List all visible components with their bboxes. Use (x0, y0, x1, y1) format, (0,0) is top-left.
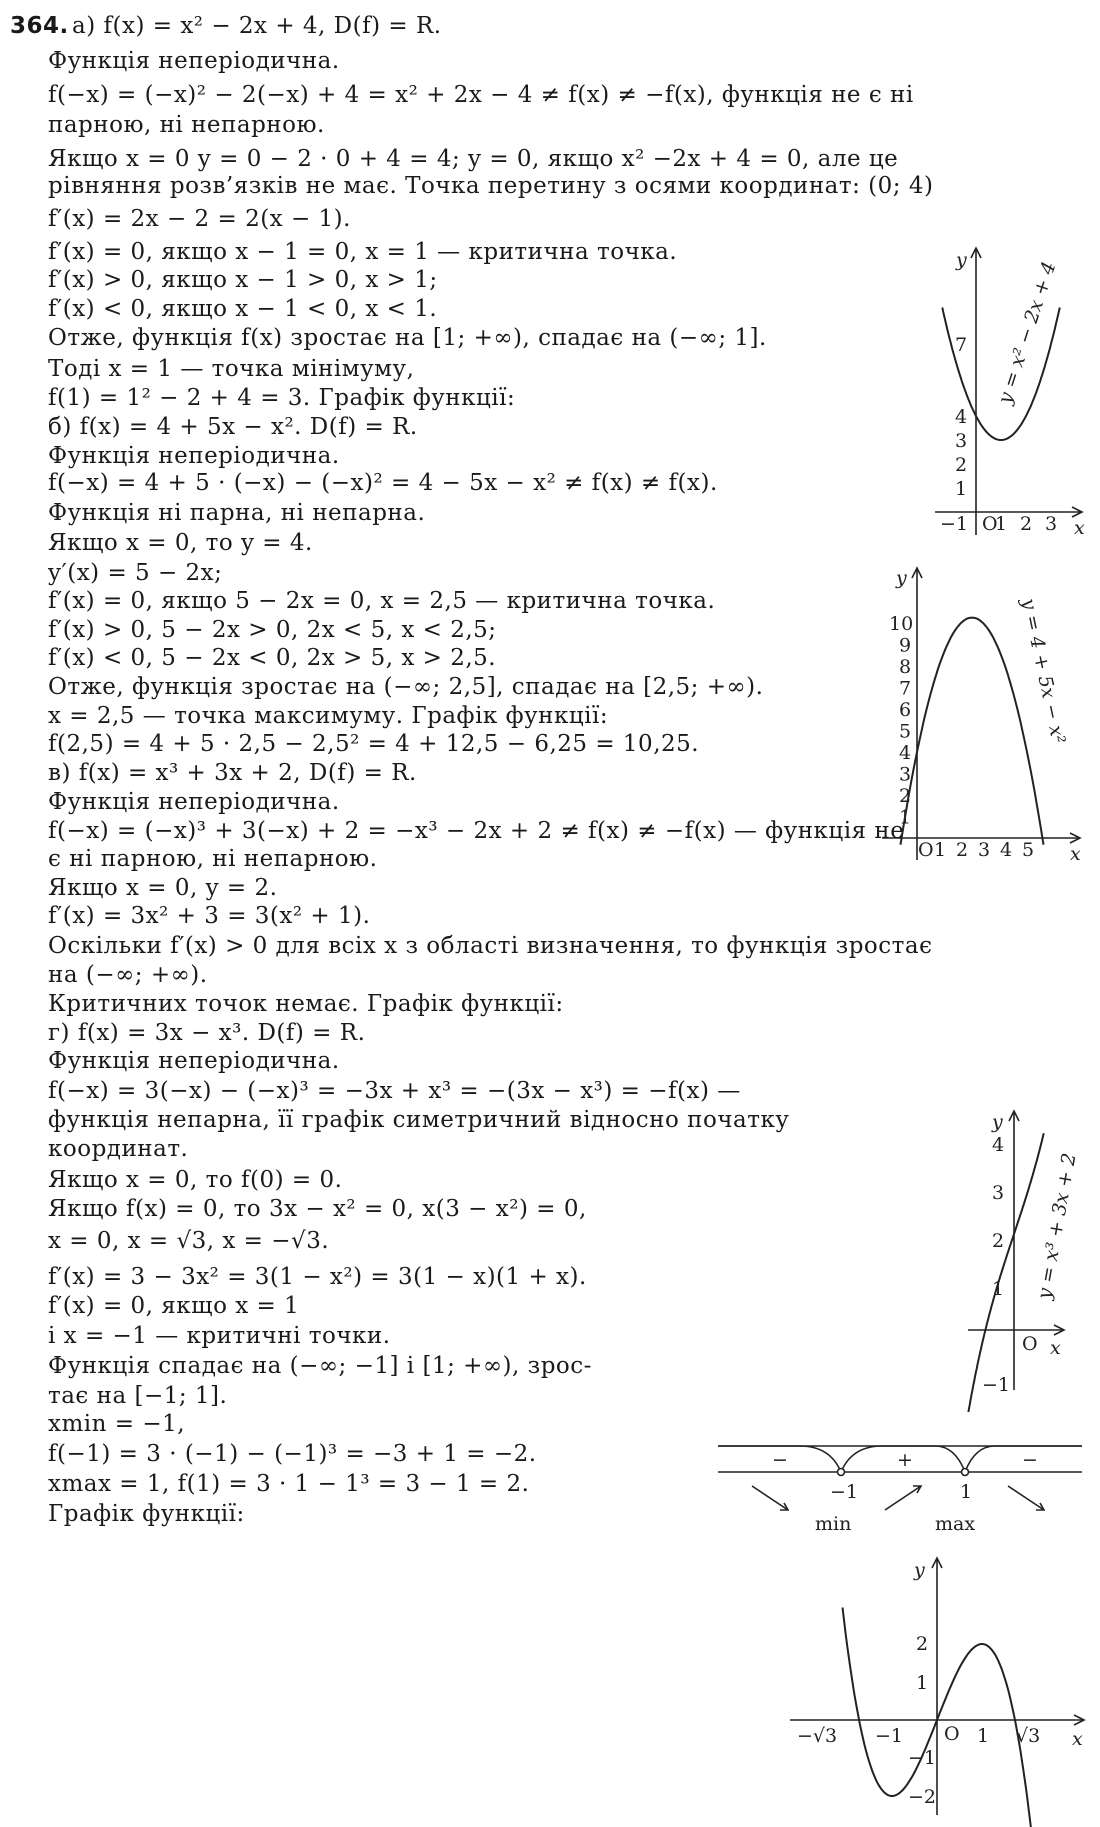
sign-minus-left: − (772, 1449, 788, 1471)
graph-b-origin: O (918, 839, 934, 861)
graph-a-xtick: 3 (1045, 513, 1058, 535)
graph-a-x-label: x (1074, 517, 1085, 539)
graph-a-ytick: 2 (955, 454, 968, 476)
text-line: f(2,5) = 4 + 5 · 2,5 − 2,5² = 4 + 12,5 − 6,25 = 10,25. (48, 731, 700, 757)
text-line: f(−x) = (−x)³ + 3(−x) + 2 = −x³ − 2x + 2 ≠ f(x) ≠ −f(x) — функція не (48, 818, 905, 844)
text-line: x = 0, x = √3, x = −√3. (48, 1228, 330, 1254)
graph-b-xtick: 1 (934, 839, 947, 861)
text-line: Функція неперіодична. (48, 443, 340, 469)
text-line: Функція неперіодична. (48, 789, 340, 815)
text-line: Отже, функція зростає на (−∞; 2,5], спадає на [2,5; +∞). (48, 674, 764, 700)
sign-minus-right: − (1022, 1449, 1038, 1471)
graph-d-ytick: 1 (916, 1672, 929, 1694)
graph-c (968, 1111, 1081, 1412)
text-line: тає на [−1; 1]. (48, 1383, 228, 1409)
graph-d-x-label: x (1072, 1728, 1083, 1750)
graph-c-y-label: y (992, 1111, 1003, 1133)
text-line: Отже, функція f(x) зростає на [1; +∞), спадає на (−∞; 1]. (48, 325, 767, 351)
graph-d-ytick: 2 (916, 1633, 929, 1655)
text-line: б) f(x) = 4 + 5x − x². D(f) = R. (48, 414, 418, 440)
text-line: f′(x) = 0, якщо 5 − 2x = 0, x = 2,5 — критична точка. (48, 588, 716, 614)
graph-c-curve (968, 1133, 1043, 1412)
graph-a-ytick: 7 (955, 334, 968, 356)
sign-min-label: min (815, 1513, 852, 1535)
graph-d-xtick: −1 (875, 1725, 904, 1747)
graph-b-curve-label: y = 4 + 5x − x² (1017, 596, 1070, 746)
text-line: f′(x) = 0, якщо x − 1 = 0, x = 1 — критична точка. (48, 239, 678, 265)
text-line: Функція неперіодична. (48, 48, 340, 74)
text-line: f′(x) = 3 − 3x² = 3(1 − x²) = 3(1 − x)(1 + x). (48, 1264, 587, 1290)
text-line: функція непарна, її графік симетричний відносно початку (48, 1107, 790, 1133)
text-line: y′(x) = 5 − 2x; (48, 560, 223, 586)
text-line: Якщо x = 0, то y = 4. (48, 530, 313, 556)
graph-a-xtick: −1 (940, 513, 969, 535)
graph-c-curve-label: y = x³ + 3x + 2 (1033, 1151, 1081, 1301)
graph-c-ytick: −1 (982, 1374, 1011, 1396)
problem-number: 364. (10, 13, 69, 39)
text-line: f′(x) = 2x − 2 = 2(x − 1). (48, 206, 351, 232)
text-line: Тоді x = 1 — точка мінімуму, (48, 356, 415, 382)
text-line: x = 2,5 — точка максимуму. Графік функції: (48, 703, 609, 729)
text-line: Функція спадає на (−∞; −1] і [1; +∞), зрос- (48, 1353, 592, 1379)
text-line: Якщо f(x) = 0, то 3x − x² = 0, x(3 − x²) = 0, (48, 1196, 587, 1222)
text-line: координат. (48, 1136, 189, 1162)
graph-d-ytick: −2 (908, 1786, 937, 1808)
text-line: в) f(x) = x³ + 3x + 2, D(f) = R. (48, 760, 417, 786)
graph-a-y-label: y (956, 249, 967, 271)
graph-b-ytick: 2 (899, 785, 912, 807)
text-line: f(−x) = 3(−x) − (−x)³ = −3x + x³ = −(3x − x³) = −f(x) — (48, 1078, 741, 1104)
sign-chart-point (838, 1469, 845, 1476)
text-line: xmin = −1, (48, 1411, 186, 1437)
sign-chart-point (962, 1469, 969, 1476)
graph-a-ytick: 1 (955, 478, 968, 500)
text-line: f(1) = 1² − 2 + 4 = 3. Графік функції: (48, 385, 516, 411)
sign-plus: + (897, 1449, 913, 1471)
graph-c-ytick: 2 (992, 1230, 1005, 1252)
text-line: f(−x) = (−x)² − 2(−x) + 4 = x² + 2x − 4 ≠ f(x) ≠ −f(x), функція не є ні (48, 82, 914, 108)
arrow-down-left (752, 1486, 788, 1510)
graph-b-ytick: 1 (899, 806, 912, 829)
graph-b-xtick: 2 (956, 839, 969, 861)
graph-b-ytick: 5 (899, 720, 912, 743)
graph-b-ytick: 10 (889, 613, 914, 635)
graph-b (882, 567, 1081, 865)
text-line: f(−x) = 4 + 5 · (−x) − (−x)² = 4 − 5x − x² ≠ f(x) ≠ f(x). (48, 470, 718, 496)
graph-c-ytick: 4 (992, 1134, 1005, 1156)
graph-a-ytick: 4 (955, 406, 968, 428)
text-line: і x = −1 — критичні точки. (48, 1323, 391, 1349)
sign-chart (718, 1446, 1082, 1535)
graph-b-ytick: 3 (899, 763, 912, 786)
text-line: xmax = 1, f(1) = 3 · 1 − 1³ = 3 − 1 = 2. (48, 1471, 530, 1497)
graph-a-curve-label: y = x² − 2x + 4 (993, 259, 1061, 407)
graph-a-ytick: 3 (955, 430, 968, 452)
text-line: f(−1) = 3 · (−1) − (−1)³ = −3 + 1 = −2. (48, 1441, 537, 1467)
graph-a-xtick: 1 (995, 513, 1008, 535)
text-line: Функція ні парна, ні непарна. (48, 500, 426, 526)
graph-b-xtick: 5 (1022, 839, 1035, 861)
arrow-down-right (1008, 1486, 1044, 1510)
text-line: f′(x) < 0, 5 − 2x < 0, 2x > 5, x > 2,5. (48, 645, 497, 671)
text-line: Графік функції: (48, 1501, 245, 1527)
text-line: г) f(x) = 3x − x³. D(f) = R. (48, 1020, 366, 1046)
graph-b-xtick: 4 (1000, 839, 1013, 861)
graph-b-ytick: 6 (899, 699, 912, 721)
graph-b-x-label: x (1070, 843, 1081, 865)
text-line: рівняння розв’язків не має. Точка перетину з осями координат: (0; 4) (48, 173, 934, 199)
text-line: Якщо x = 0, y = 2. (48, 875, 278, 901)
graph-b-xtick: 3 (978, 839, 991, 861)
text-line: є ні парною, ні непарною. (48, 846, 378, 872)
text-line: f′(x) > 0, якщо x − 1 > 0, x > 1; (48, 267, 438, 293)
arrow-up-middle (885, 1486, 921, 1510)
text-line: Оскільки f′(x) > 0 для всіх x з області визначення, то функція зростає (48, 933, 933, 959)
text-line: f′(x) < 0, якщо x − 1 < 0, x < 1. (48, 296, 438, 322)
graph-c-origin: O (1022, 1333, 1038, 1355)
graph-b-ytick: 9 (899, 634, 912, 657)
graph-a (935, 248, 1085, 539)
graph-a-xtick: 2 (1020, 513, 1033, 535)
graph-b-ytick: 4 (899, 742, 912, 764)
graph-d (790, 1558, 1084, 1827)
text-line: парною, ні непарною. (48, 112, 325, 138)
graph-d-origin: O (944, 1723, 960, 1745)
graph-b-curve (901, 618, 1044, 845)
graph-c-ytick: 1 (992, 1278, 1005, 1300)
text-line: f′(x) > 0, 5 − 2x > 0, 2x < 5, x < 2,5; (48, 617, 497, 643)
text-line: Функція неперіодична. (48, 1048, 340, 1074)
text-line: Якщо x = 0, то f(0) = 0. (48, 1167, 343, 1193)
graph-d-ytick: −1 (908, 1747, 937, 1769)
text-line: а) f(x) = x² − 2x + 4, D(f) = R. (72, 13, 442, 39)
graph-b-ytick: 8 (899, 656, 912, 678)
text-line: Якщо x = 0 y = 0 − 2 · 0 + 4 = 4; y = 0, якщо x² −2x + 4 = 0, але це (48, 146, 899, 172)
graph-b-y-label: y (896, 567, 907, 589)
sign-point-label: −1 (830, 1481, 859, 1503)
graph-d-y-label: y (914, 1559, 925, 1581)
text-line: Критичних точок немає. Графік функції: (48, 991, 564, 1017)
text-line: на (−∞; +∞). (48, 962, 208, 988)
sign-max-label: max (935, 1513, 976, 1535)
text-line: f′(x) = 0, якщо x = 1 (48, 1293, 300, 1319)
graph-c-ytick: 3 (992, 1182, 1005, 1204)
graph-d-xtick: 1 (977, 1725, 990, 1747)
graph-a-origin: O (982, 513, 998, 535)
graph-d-xtick: −√3 (797, 1725, 838, 1747)
text-line: f′(x) = 3x² + 3 = 3(x² + 1). (48, 903, 371, 929)
graph-b-ytick: 7 (899, 677, 912, 700)
graph-d-xtick: √3 (1016, 1725, 1041, 1747)
graph-c-x-label: x (1050, 1337, 1061, 1359)
sign-point-label: 1 (960, 1481, 973, 1503)
